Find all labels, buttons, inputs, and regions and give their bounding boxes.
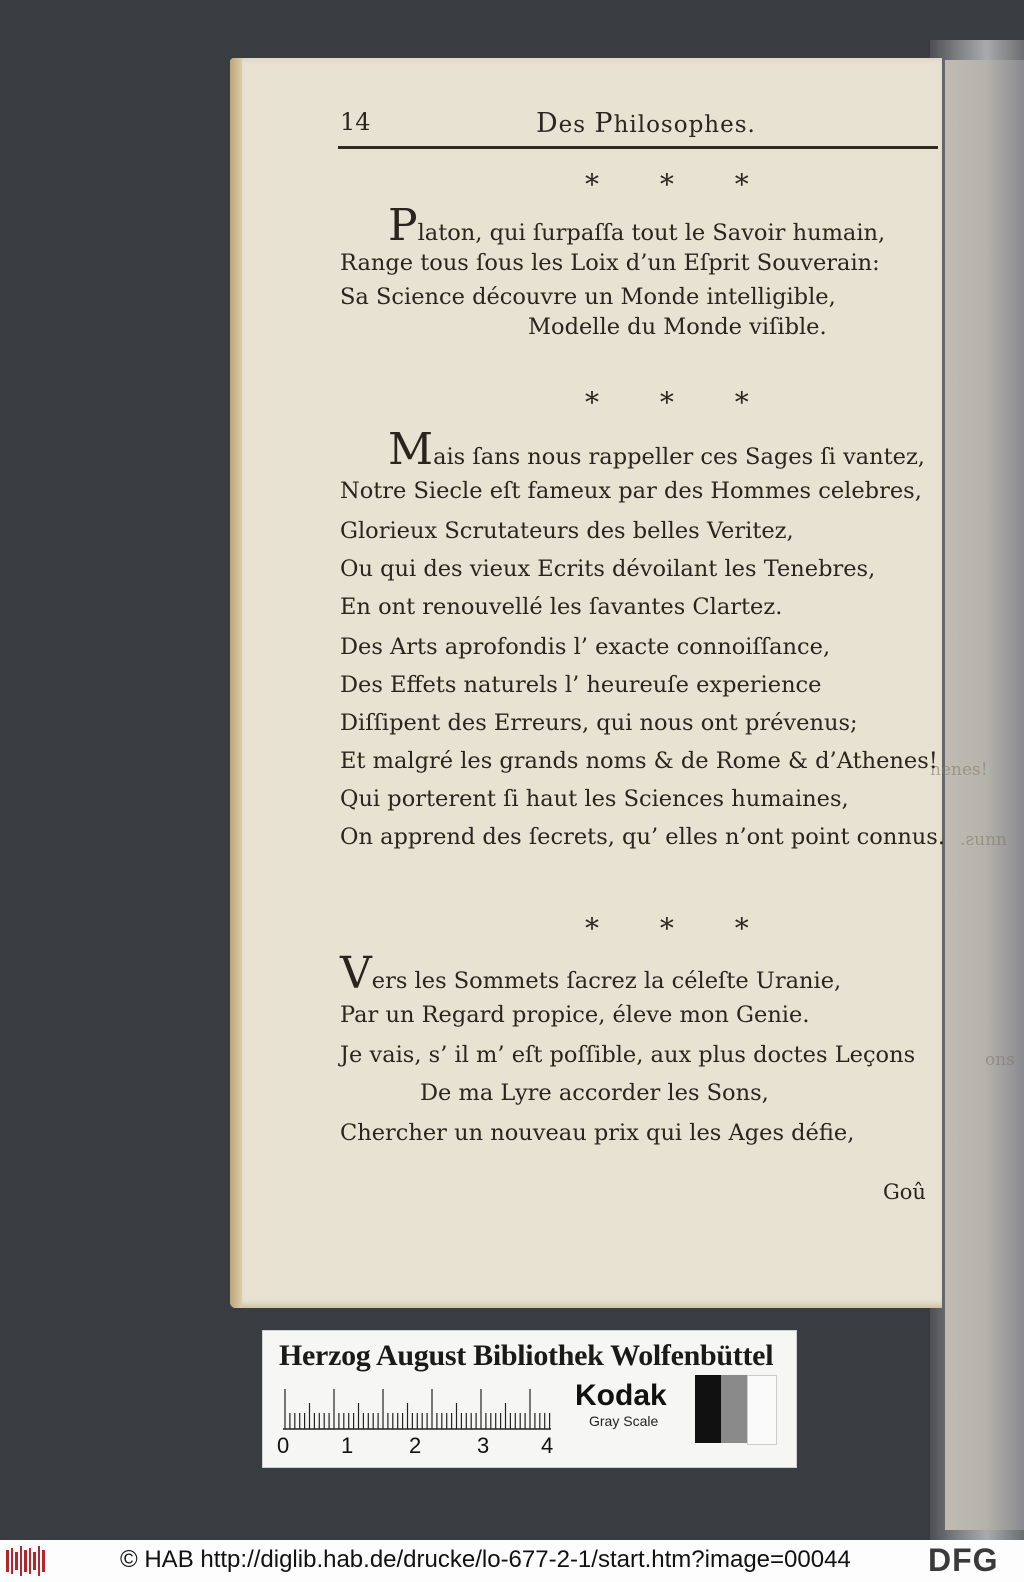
gray-patch-mid xyxy=(721,1375,747,1443)
hab-barcode-icon xyxy=(6,1546,48,1576)
stanza-ornament: * * * xyxy=(585,912,775,945)
verse-line: Qui porterent ſi haut les Sciences humaines, xyxy=(340,786,849,812)
bleed-through-text: nenes! xyxy=(930,760,988,780)
verse-line: En ont renouvellé les ſavantes Clartez. xyxy=(340,594,783,620)
scale-number: 2 xyxy=(409,1433,422,1458)
header-rule xyxy=(338,146,938,149)
scale-number: 0 xyxy=(277,1433,290,1458)
verse-line: On apprend des ſecrets, qu’ elles n’ont point connus. xyxy=(340,824,945,850)
stanza-ornament: * * * xyxy=(585,386,775,419)
verse-line: Vers les Sommets ſacrez la céleſte Uranie, xyxy=(340,948,842,999)
next-page-edge xyxy=(945,60,1024,1530)
gray-scale-label: Gray Scale xyxy=(589,1413,659,1429)
gray-patch-black xyxy=(695,1375,721,1443)
verse-line: Range tous ſous les Loix d’un Eſprit Souverain: xyxy=(340,250,880,276)
verse-line: De ma Lyre accorder les Sons, xyxy=(420,1080,769,1106)
kodak-logo: Kodak xyxy=(575,1379,667,1412)
bleed-through-text: ons xyxy=(985,1050,1015,1070)
page-number: 14 xyxy=(340,108,371,136)
verse-line: Modelle du Monde viſible. xyxy=(528,314,827,340)
verse-line: Platon, qui ſurpaſſa tout le Savoir humain, xyxy=(388,200,886,251)
scale-ruler xyxy=(283,1389,553,1433)
catchword: Goû xyxy=(883,1180,926,1204)
dfg-logo: DFG xyxy=(928,1542,999,1578)
verse-line: Je vais, s’ il m’ eſt poſſible, aux plus doctes Leçons xyxy=(340,1042,916,1068)
drop-cap: P xyxy=(388,200,418,251)
verse-line: Des Arts aprofondis l’ exacte connoiſſance, xyxy=(340,634,831,660)
verse-line: Par un Regard propice, éleve mon Genie. xyxy=(340,1002,810,1028)
footer-bar xyxy=(0,1540,1024,1582)
verse-line: Et malgré les grands noms & de Rome & d’Athenes! xyxy=(340,748,938,774)
verse-line: Diſſipent des Erreurs, qui nous ont prévenus; xyxy=(340,710,858,736)
drop-cap: M xyxy=(388,424,434,475)
scale-number: 4 xyxy=(541,1433,554,1458)
page-gutter-edge xyxy=(230,58,242,1308)
verse-line: Chercher un nouveau prix qui les Ages défie, xyxy=(340,1120,855,1146)
drop-cap: V xyxy=(340,948,372,999)
scale-number: 3 xyxy=(477,1433,490,1458)
gray-patch-white xyxy=(747,1375,777,1445)
bleed-through-text: .ƨunn xyxy=(960,830,1007,850)
verse-line: Des Effets naturels l’ heureuſe experience xyxy=(340,672,822,698)
verse-line: Glorieux Scrutateurs des belles Veritez, xyxy=(340,518,794,544)
verse-line: Sa Science découvre un Monde intelligible, xyxy=(340,284,836,310)
verse-line: Notre Siecle eſt fameux par des Hommes celebres, xyxy=(340,478,922,504)
running-title: Des Philosophes. xyxy=(536,108,756,139)
verse-line: Ou qui des vieux Ecrits dévoilant les Tenebres, xyxy=(340,556,876,582)
source-credit: © HAB http://diglib.hab.de/drucke/lo-677-2-1/start.htm?image=00044 xyxy=(120,1546,851,1573)
library-name: Herzog August Bibliothek Wolfenbüttel xyxy=(279,1339,774,1372)
verse-line: Mais ſans nous rappeller ces Sages ſi vantez, xyxy=(388,424,925,475)
color-target-card xyxy=(262,1330,797,1468)
scale-number: 1 xyxy=(341,1433,354,1458)
stanza-ornament: * * * xyxy=(585,168,775,201)
